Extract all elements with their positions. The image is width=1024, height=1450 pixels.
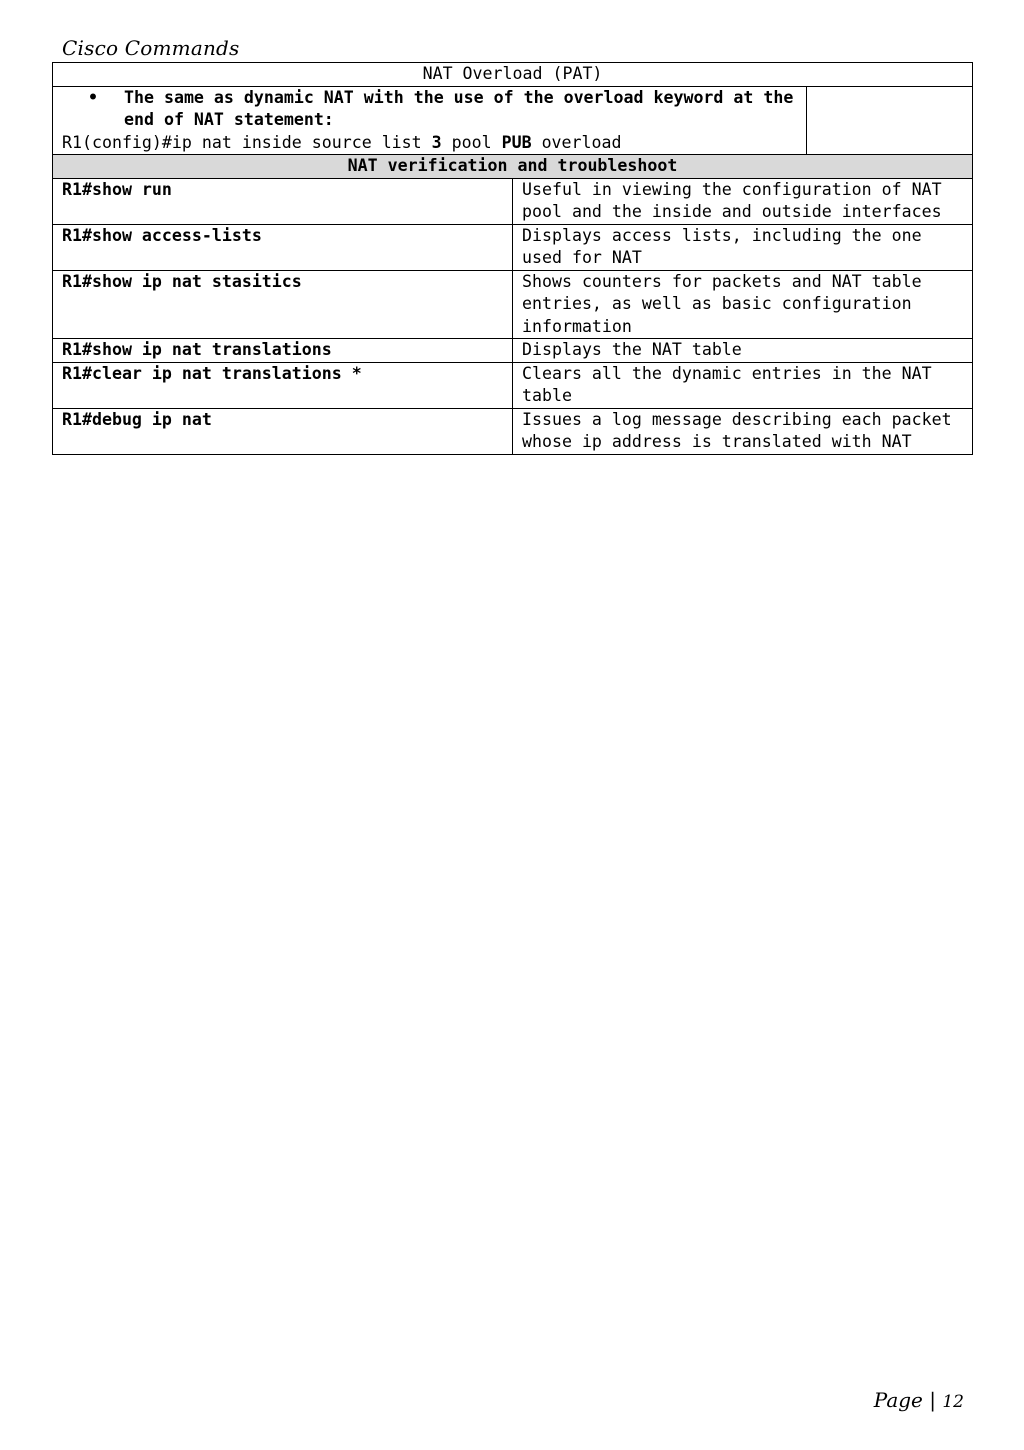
nat-overload-title: NAT Overload (PAT) (53, 63, 973, 87)
command-mid: pool (441, 132, 502, 152)
bullet-icon: • (88, 87, 98, 107)
nat-overload-command (62, 132, 797, 155)
description-cell: Useful in viewing the configuration of NAT pool and the inside and outside interfaces (513, 178, 973, 224)
description-cell: Displays the NAT table (513, 339, 973, 363)
nat-overload-content-row (53, 86, 973, 155)
document-header-title: Cisco Commands (62, 36, 240, 60)
nat-commands-table (52, 62, 973, 455)
page-separator: | (929, 1388, 936, 1412)
table-row (53, 339, 973, 363)
page-footer (874, 1388, 964, 1412)
table-row (53, 224, 973, 270)
page-number: 12 (942, 1392, 964, 1412)
verification-title: NAT verification and troubleshoot (53, 155, 973, 179)
description-cell: Issues a log message describing each packet whose ip address is translated with NAT (513, 408, 973, 454)
command-prefix: R1(config)#ip nat inside source list (62, 132, 432, 152)
nat-overload-content-cell (53, 86, 807, 155)
command-cell: R1#show run (53, 178, 513, 224)
command-cell: R1#debug ip nat (53, 408, 513, 454)
table-row (53, 178, 973, 224)
command-cell: R1#show access-lists (53, 224, 513, 270)
description-cell: Clears all the dynamic entries in the NAT table (513, 362, 973, 408)
table-row (53, 270, 973, 339)
command-cell: R1#show ip nat stasitics (53, 270, 513, 339)
command-pool-name: PUB (501, 132, 532, 152)
nat-overload-bullet-item (62, 87, 797, 132)
nat-overload-empty-cell (807, 86, 973, 155)
command-cell: R1#show ip nat translations (53, 339, 513, 363)
command-list-number: 3 (431, 132, 442, 152)
table-row (53, 408, 973, 454)
description-cell: Shows counters for packets and NAT table entries, as well as basic configuration information (513, 270, 973, 339)
nat-overload-description: The same as dynamic NAT with the use of the overload keyword at the end of NAT statement: (124, 87, 794, 129)
command-suffix: overload (531, 132, 622, 152)
nat-overload-title-row (53, 63, 973, 87)
verification-title-row (53, 155, 973, 179)
command-cell: R1#clear ip nat translations * (53, 362, 513, 408)
page-label: Page (873, 1388, 923, 1412)
description-cell: Displays access lists, including the one used for NAT (513, 224, 973, 270)
table-row (53, 362, 973, 408)
